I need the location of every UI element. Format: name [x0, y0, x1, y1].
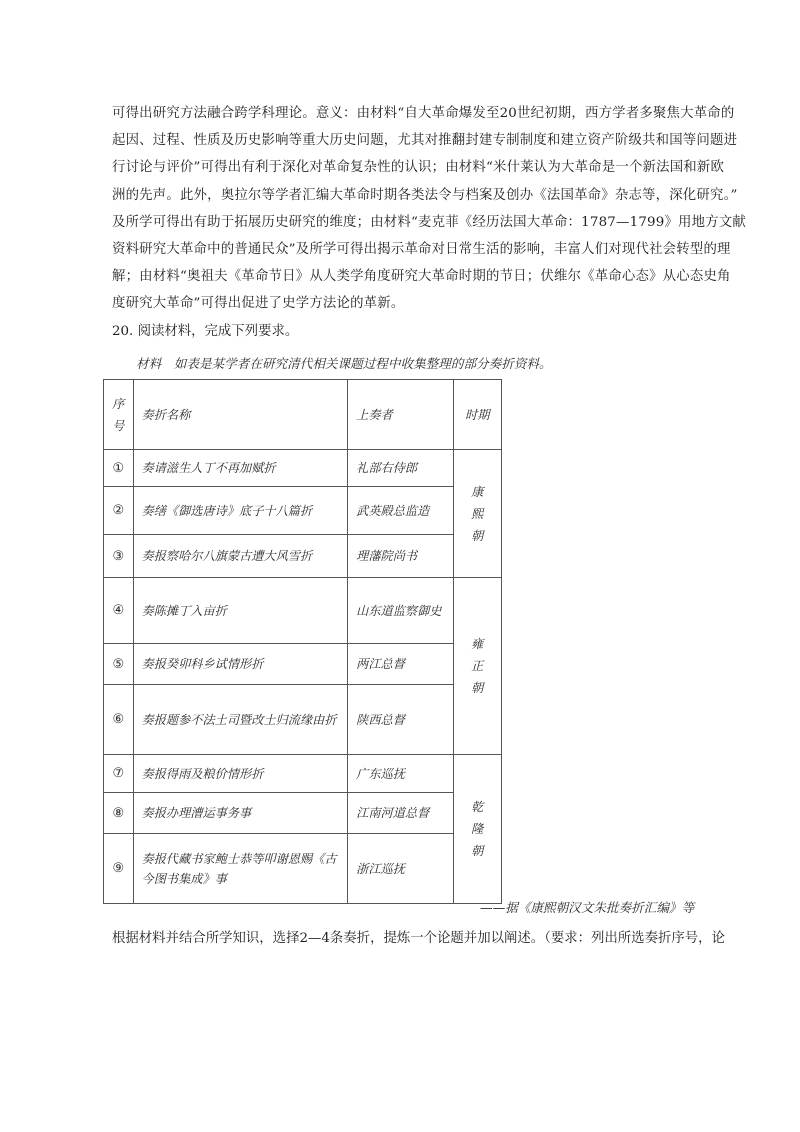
table-row [104, 578, 502, 644]
paragraph-line: 行讨论与评价”可得出有利于深化对革命复杂性的认识；由材料“米什莱认为大革命是一个新法国和新欧 [112, 160, 725, 176]
memorial-submitter: 武英殿总监造 [348, 487, 453, 535]
period-yongzheng: 雍正朝 [453, 578, 501, 755]
memorial-submitter: 陕西总督 [348, 685, 453, 755]
paragraph-line: 可得出研究方法融合跨学科理论。意义：由材料“自大革命爆发至20世纪初期，西方学者多聚焦大革命的 [112, 106, 735, 121]
memorial-submitter: 礼部右侍郎 [348, 450, 453, 487]
memorial-title: 奏报察哈尔八旗蒙古遭大风雪折 [133, 535, 348, 578]
period-kangxi: 康熙朝 [453, 450, 501, 578]
row-number: ⑤ [112, 656, 125, 672]
paragraph-line: 资料研究大革命中的普通民众”及所学可得出揭示革命对日常生活的影响，丰富人们对现代社会转型的理 [112, 242, 731, 258]
period-qianlong: 乾隆朝 [453, 755, 501, 904]
memorial-submitter: 浙江巡抚 [348, 834, 453, 904]
memorial-submitter: 两江总督 [348, 644, 453, 685]
memorial-title: 奏陈摊丁入亩折 [133, 578, 348, 644]
memorial-title: 奏请滋生人丁不再加赋折 [133, 450, 348, 487]
source-citation: ——据《康熙朝汉文朱批奏折汇编》等 [480, 900, 695, 915]
memorial-title: 奏报得雨及粮价情形折 [133, 755, 348, 793]
paragraph-line: 洲的先声。此外，奥拉尔等学者汇编大革命时期各类法令与档案及创办《法国革命》杂志等，深化研究。” [112, 187, 738, 203]
header-title: 奏折名称 [133, 380, 348, 450]
memorial-submitter: 山东道监察御史 [348, 578, 453, 644]
paragraph-line: 度研究大革命”可得出促进了史学方法论的革新。 [112, 296, 405, 312]
memorial-submitter: 广东巡抚 [348, 755, 453, 793]
memorial-submitter: 理藩院尚书 [348, 535, 453, 578]
question-20 [112, 321, 298, 343]
row-number: ⑨ [112, 861, 125, 876]
table-row [104, 834, 502, 904]
table-row [104, 755, 502, 793]
row-number: ④ [112, 603, 125, 618]
memorial-submitter: 江南河道总督 [348, 793, 453, 834]
question-text: 阅读材料，完成下列要求。 [137, 324, 299, 339]
memorial-title: 奏报办理漕运事务事 [133, 793, 348, 834]
header-period: 时期 [453, 380, 501, 450]
table-row [104, 535, 502, 578]
row-number: ⑧ [112, 805, 125, 821]
memorial-title: 奏报癸卯科乡试情形折 [133, 644, 348, 685]
answer-paragraph [112, 100, 747, 318]
question-instruction: 根据材料并结合所学知识，选择2—4条奏折，提炼一个论题并加以阐述。（要求：列出所选奏折序号，论 [112, 931, 725, 946]
header-submitter: 上奏者 [348, 380, 453, 450]
material-intro: 材料 如表是某学者在研究清代相关课题过程中收集整理的部分奏折资料。 [136, 356, 552, 371]
row-number: ② [112, 503, 125, 518]
question-number: 20. [112, 324, 134, 339]
table-row [104, 450, 502, 487]
table-row [104, 644, 502, 685]
table-row [104, 685, 502, 755]
memorial-title: 奏报题参不法土司暨改土归流缘由折 [133, 685, 348, 755]
row-number: ⑥ [112, 712, 125, 727]
row-number: ① [112, 460, 125, 476]
header-no: 序号 [104, 380, 134, 450]
row-number: ③ [112, 548, 125, 564]
memorial-title: 奏报代藏书家鲍士恭等叩谢恩赐《古今图书集成》事 [133, 834, 348, 904]
paragraph-line: 及所学可得出有助于拓展历史研究的维度；由材料“麦克菲《经历法国大革命：1787—1799》用地方文献 [112, 214, 747, 230]
paragraph-line: 起因、过程、性质及历史影响等重大历史问题，尤其对推翻封建专制制度和建立资产阶级共和国等问题进 [112, 133, 738, 149]
table-header-row [104, 380, 502, 450]
memorial-title: 奏缮《御选唐诗》底子十八篇折 [133, 487, 348, 535]
table-row [104, 487, 502, 535]
table-row [104, 793, 502, 834]
row-number: ⑦ [112, 766, 125, 781]
paragraph-line: 解；由材料“奥祖夫《革命节日》从人类学角度研究大革命时期的节日；伏维尔《革命心态》从心态史角 [112, 269, 731, 285]
memorials-table [103, 379, 502, 904]
